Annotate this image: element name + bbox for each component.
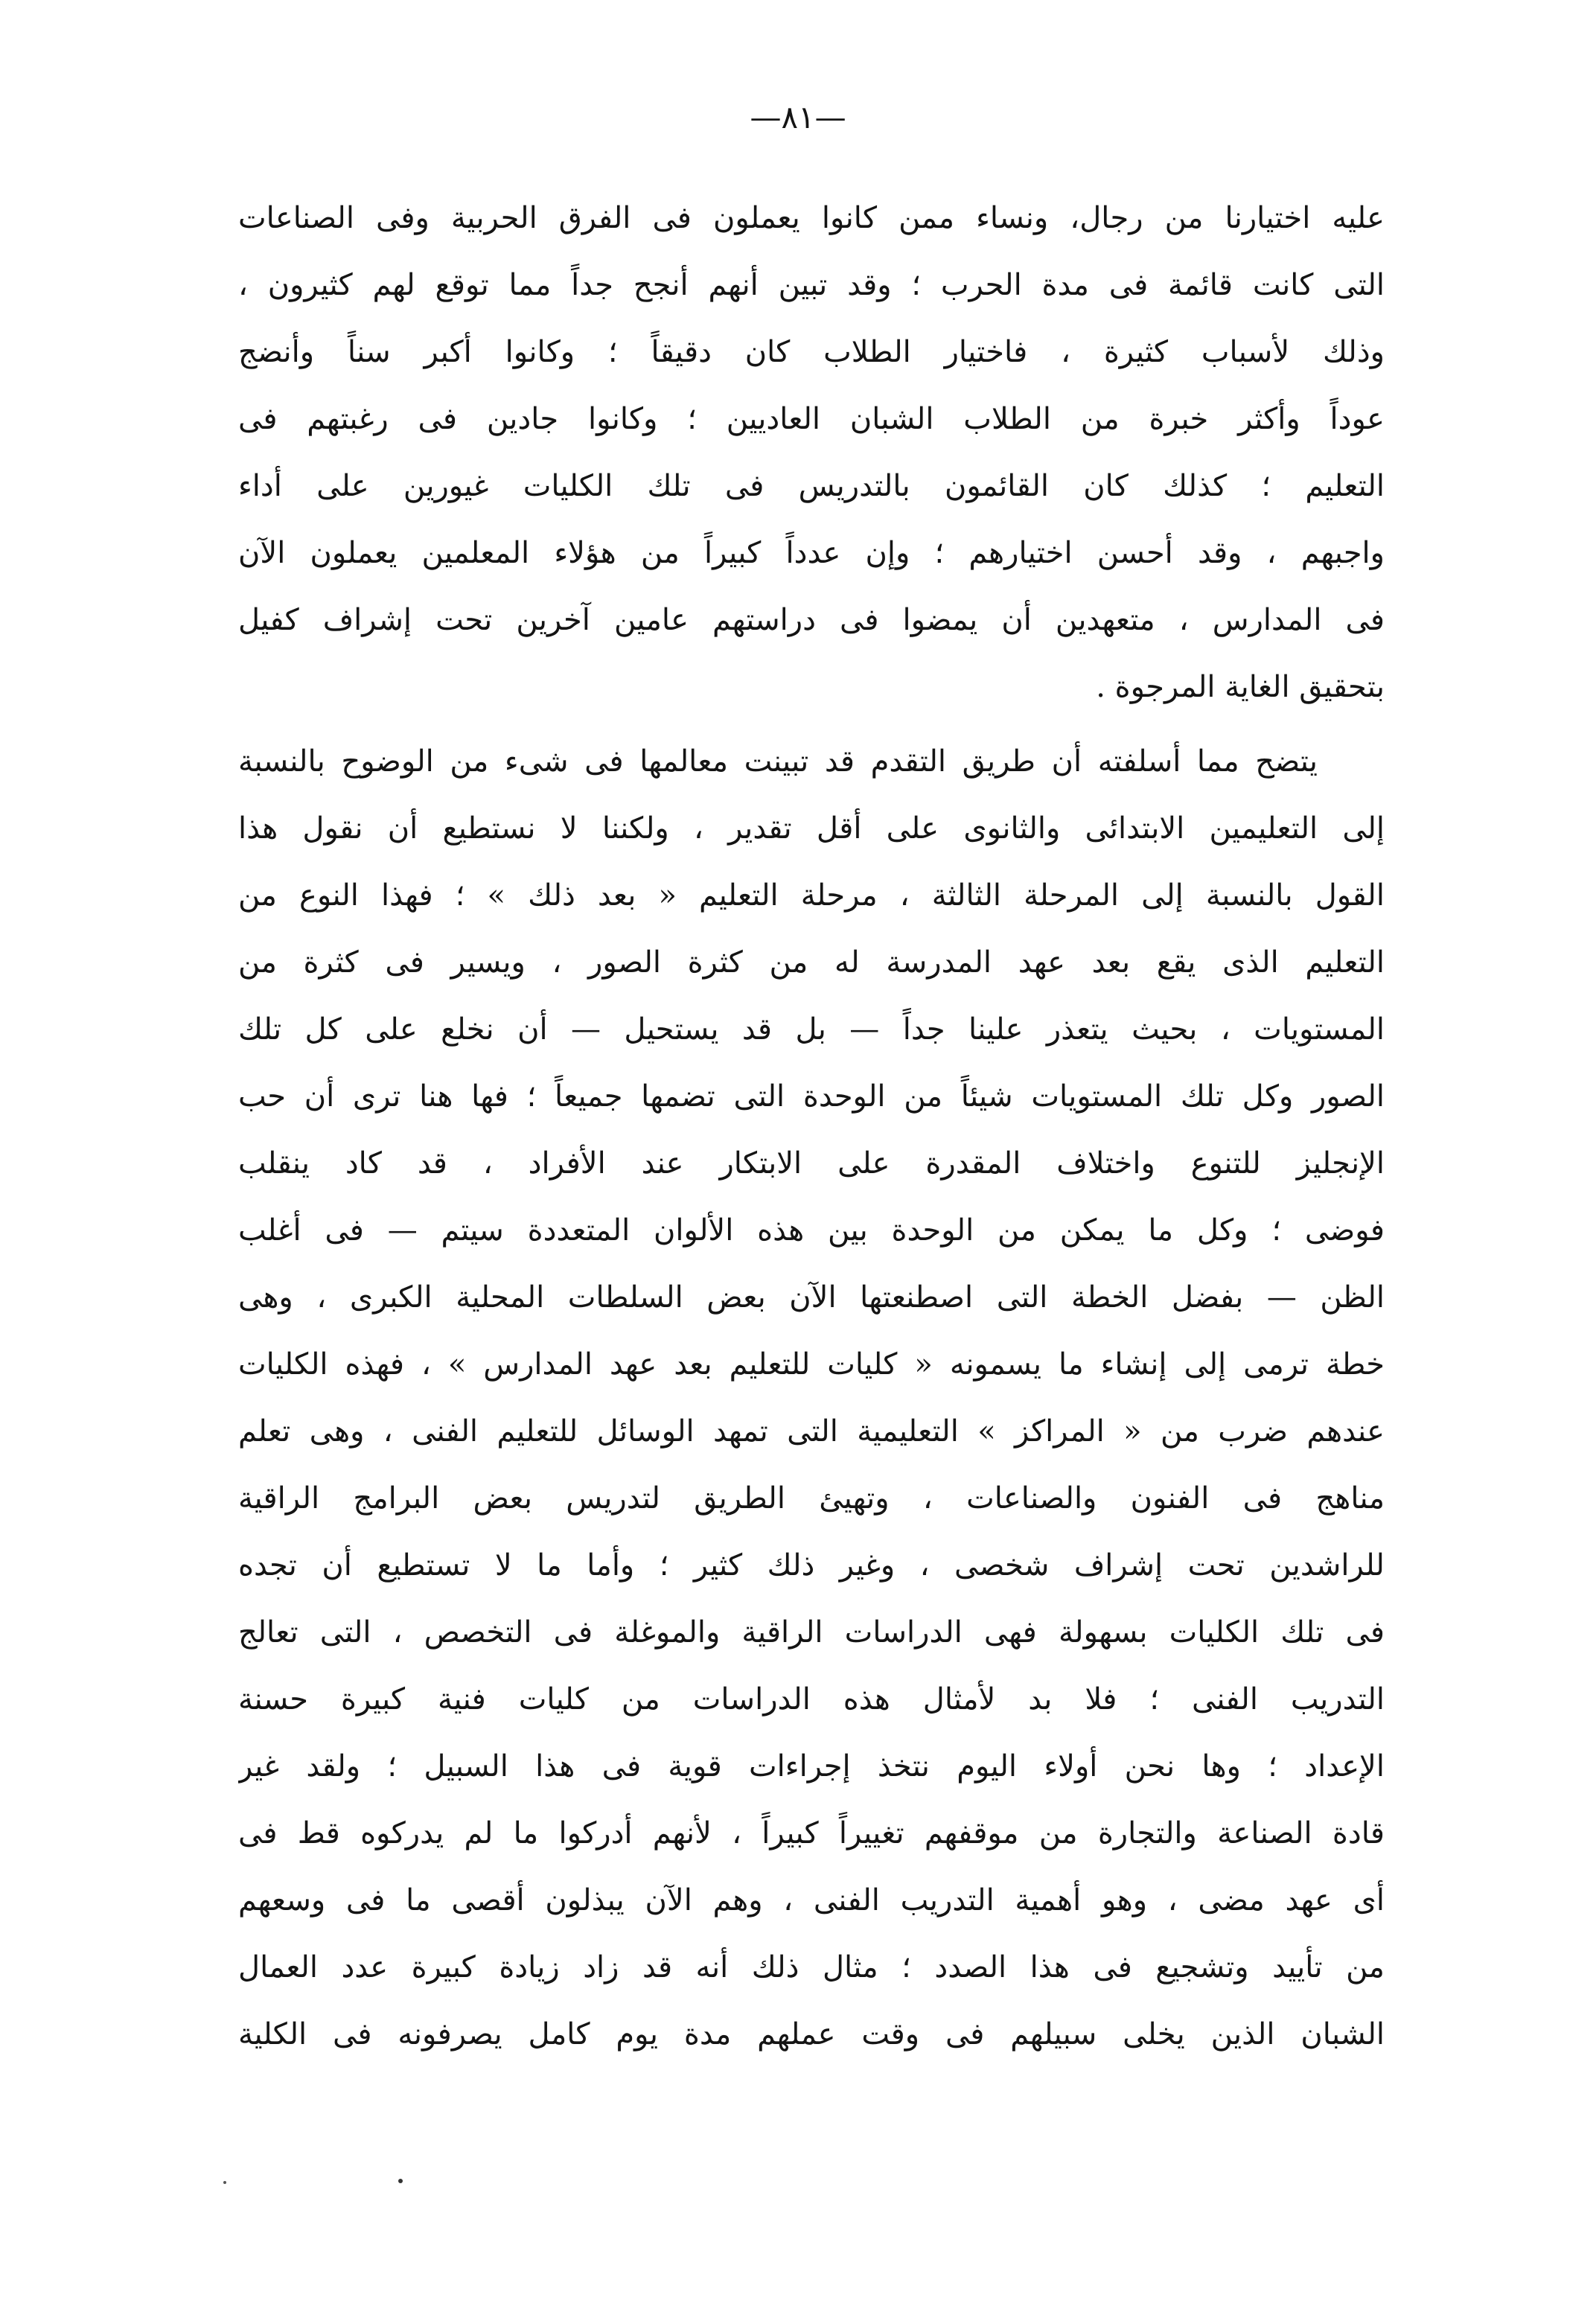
paragraph-2: [238, 728, 1385, 2068]
page-number: —٨١—: [750, 99, 846, 135]
text-line: أى عهد مضى ، وهو أهمية التدريب الفنى ، وهم الآن يبذلون أقصى ما فى وسعهم: [238, 1883, 1385, 1917]
text-line: الصور وكل تلك المستويات شيئاً من الوحدة التى تضمها جميعاً ؛ فها هنا ترى أن حب: [238, 1079, 1385, 1114]
text-line: المستويات ، بحيث يتعذر علينا جداً — بل قد يستحيل — أن نخلع على كل تلك: [238, 1012, 1385, 1047]
text-line: وذلك لأسباب كثيرة ، فاختيار الطلاب كان دقيقاً ؛ وكانوا أكبر سناً وأنضج: [238, 335, 1385, 369]
body-text: [238, 185, 1385, 2068]
text-line: من تأييد وتشجيع فى هذا الصدد ؛ مثال ذلك أنه قد زاد زيادة كبيرة عدد العمال: [238, 1950, 1385, 1984]
scan-speck: [398, 2179, 403, 2183]
text-line: الإعداد ؛ وها نحن أولاء اليوم نتخذ إجراءات قوية فى هذا السبيل ؛ ولقد غير: [238, 1749, 1385, 1784]
text-line: بتحقيق الغاية المرجوة .: [1096, 670, 1385, 704]
text-line: الشبان الذين يخلى سبيلهم فى وقت عملهم مدة يوم كامل يصرفونه فى الكلية: [238, 2017, 1385, 2051]
paragraph-1: [238, 185, 1385, 721]
text-line: واجبهم ، وقد أحسن اختيارهم ؛ وإن عدداً كبيراً من هؤلاء المعلمين يعملون الآن: [238, 536, 1385, 570]
text-line: التى كانت قائمة فى مدة الحرب ؛ وقد تبين أنهم أنجح جداً مما توقع لهم كثيرون ،: [238, 268, 1385, 302]
text-line: يتضح مما أسلفته أن طريق التقدم قد تبينت معالمها فى شىء من الوضوح بالنسبة: [238, 744, 1318, 779]
text-line: عندهم ضرب من « المراكز » التعليمية التى تمهد الوسائل للتعليم الفنى ، وهى تعلم: [238, 1414, 1385, 1449]
text-line: الظن — بفضل الخطة التى اصطنعتها الآن بعض السلطات المحلية الكبرى ، وهى: [238, 1280, 1385, 1315]
text-line: فى المدارس ، متعهدين أن يمضوا فى دراستهم عامين آخرين تحت إشراف كفيل: [238, 603, 1385, 637]
text-line: عليه اختيارنا من رجال، ونساء ممن كانوا يعملون فى الفرق الحربية وفى الصناعات: [238, 201, 1385, 235]
text-line: القول بالنسبة إلى المرحلة الثالثة ، مرحلة التعليم « بعد ذلك » ؛ فهذا النوع من: [238, 878, 1385, 913]
text-line: قادة الصناعة والتجارة من موقفهم تغييراً كبيراً ، لأنهم أدركوا ما لم يدركوه قط فى: [238, 1816, 1385, 1850]
paragraph-gap: [238, 721, 1385, 728]
text-line: للراشدين تحت إشراف شخصى ، وغير ذلك كثير ؛ وأما ما لا تستطيع أن تجده: [238, 1548, 1385, 1583]
scan-speck: [223, 2181, 226, 2184]
text-line: التدريب الفنى ؛ فلا بد لأمثال هذه الدراسات من كليات فنية كبيرة حسنة: [238, 1682, 1385, 1717]
text-line: فى تلك الكليات بسهولة فهى الدراسات الراقية والموغلة فى التخصص ، التى تعالج: [238, 1615, 1385, 1650]
text-line: فوضى ؛ وكل ما يمكن من الوحدة بين هذه الألوان المتعددة سيتم — فى أغلب: [238, 1213, 1385, 1248]
text-line: مناهج فى الفنون والصناعات ، وتهيئ الطريق لتدريس بعض البرامج الراقية: [238, 1481, 1385, 1516]
text-line: إلى التعليمين الابتدائى والثانوى على أقل تقدير ، ولكننا لا نستطيع أن نقول هذا: [238, 811, 1385, 846]
text-line: التعليم ؛ كذلك كان القائمون بالتدريس فى تلك الكليات غيورين على أداء: [238, 469, 1385, 503]
text-line: التعليم الذى يقع بعد عهد المدرسة له من كثرة الصور ، ويسير فى كثرة من: [238, 945, 1385, 980]
text-line: الإنجليز للتنوع واختلاف المقدرة على الابتكار عند الأفراد ، قد كاد ينقلب: [238, 1146, 1385, 1181]
text-line: خطة ترمى إلى إنشاء ما يسمونه « كليات للتعليم بعد عهد المدارس » ، فهذه الكليات: [238, 1347, 1385, 1382]
text-line: عوداً وأكثر خبرة من الطلاب الشبان العاديين ؛ وكانوا جادين فى رغبتهم فى: [238, 402, 1385, 436]
